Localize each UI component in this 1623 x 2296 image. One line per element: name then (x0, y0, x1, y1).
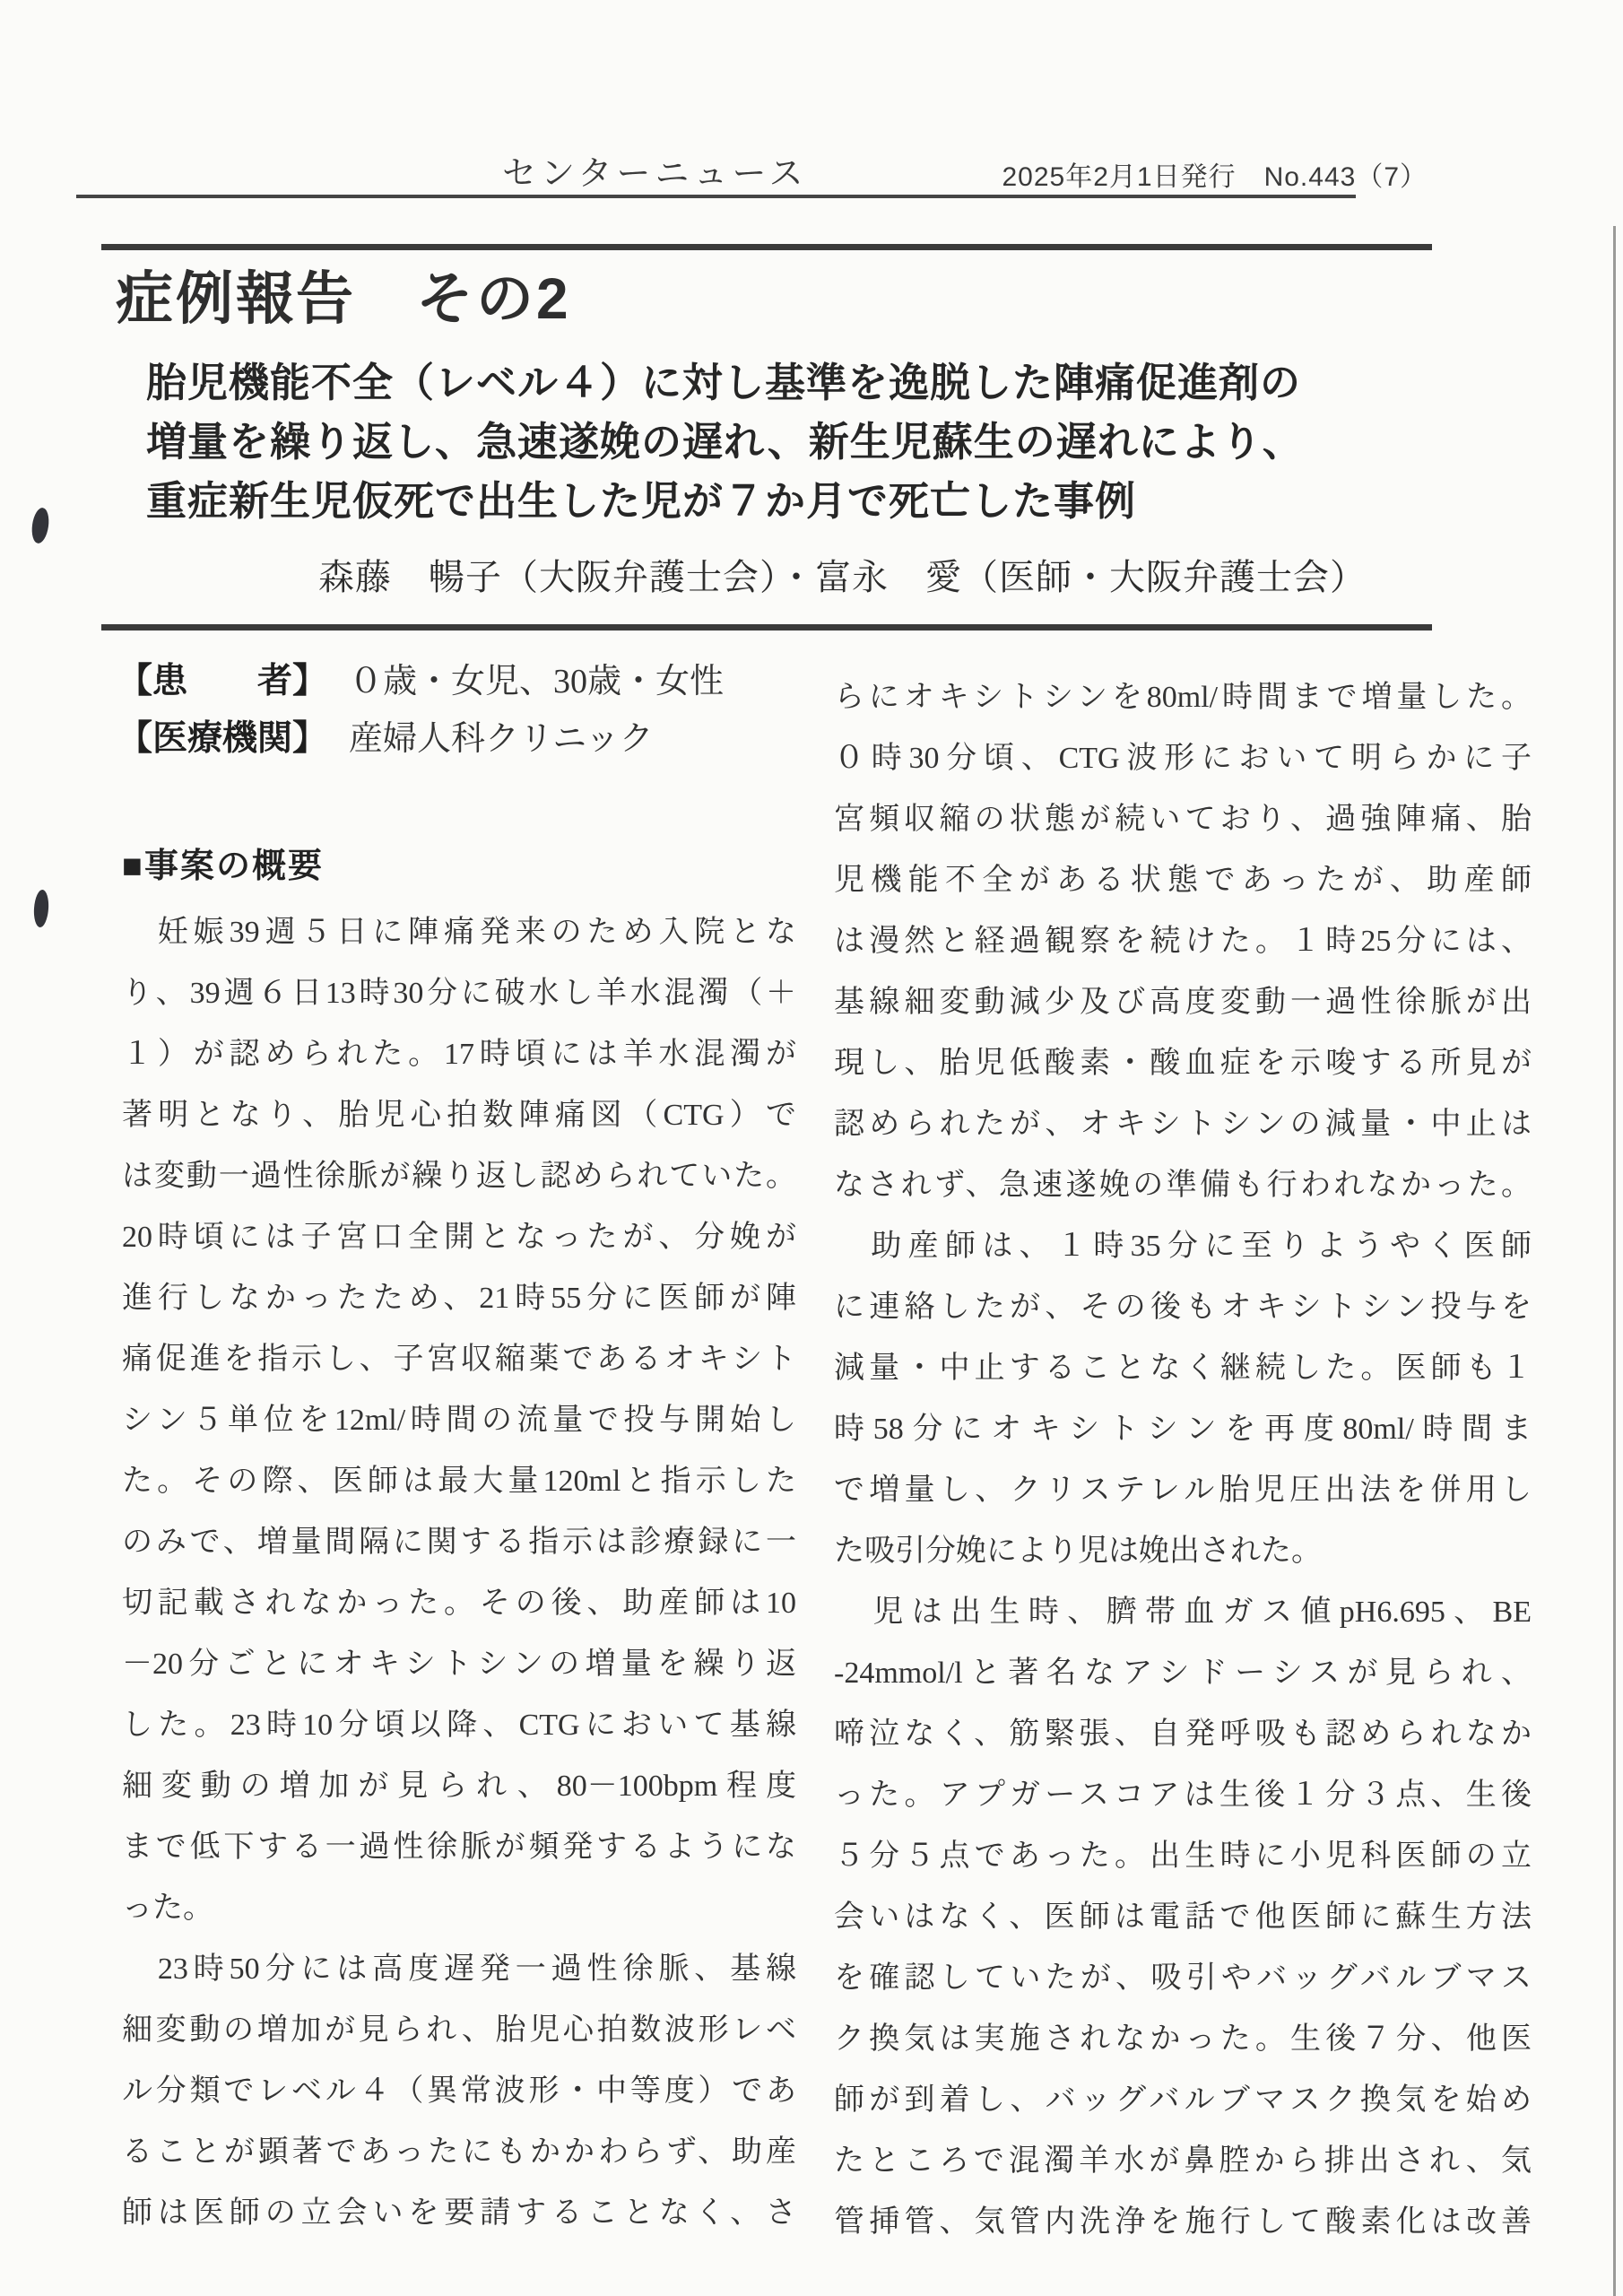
text-line: た。その際、医師は最大量120mlと指示した (122, 1465, 796, 1498)
text-line: 会いはなく、医師は電話で他医師に蘇生方法 (834, 1900, 1532, 1934)
text-line: －20分ごとにオキシトシンの増量を繰り返 (122, 1648, 796, 1681)
text-line: 妊娠39週５日に陣痛発来のため入院とな (122, 916, 796, 949)
text-line: まで低下する一過性徐脈が頻発するようにな (122, 1831, 796, 1864)
text-line: 現し、胎児低酸素・酸血症を示唆する所見が (834, 1047, 1532, 1080)
scan-artifact-speck (33, 889, 50, 927)
title-bottom-rule (101, 624, 1432, 631)
text-line: 23時50分には高度遅発一過性徐脈、基線 (122, 1952, 796, 1986)
scan-page-edge-line (1613, 226, 1616, 2296)
text-line: 20時頃には子宮口全開となったが、分娩が (122, 1221, 796, 1254)
body-column-left (122, 902, 796, 2244)
text-line: 啼泣なく、筋緊張、自発呼吸も認められなか (834, 1718, 1532, 1751)
text-line: なされず、急速遂娩の準備も行われなかった。 (834, 1169, 1532, 1202)
patient-label: 【患 者】 (117, 662, 328, 700)
case-info-row-patient (117, 653, 724, 710)
text-line: 進行しなかったため、21時55分に医師が陣 (122, 1282, 796, 1315)
text-line: 重症新生児仮死で出生した児が７か月で死亡した事例 (146, 479, 1137, 524)
text-line: 時58分にオキシトシンを再度80ml/時間ま (834, 1413, 1532, 1446)
institution-value: 産婦人科クリニック (349, 720, 654, 758)
text-line: 管挿管、気管内洗浄を施行して酸素化は改善 (834, 2205, 1532, 2239)
text-line: 師は医師の立会いを要請することなく、さ (122, 2196, 796, 2230)
text-line: り、39週６日13時30分に破水し羊水混濁（＋ (122, 977, 796, 1010)
text-line: 児機能不全がある状態であったが、助産師 (834, 864, 1532, 897)
text-line: 認められたが、オキシトシンの減量・中止は (834, 1108, 1532, 1141)
text-line: に連絡したが、その後もオキシトシン投与を (834, 1291, 1532, 1324)
text-line: ０時30分頃、CTG波形において明らかに子 (834, 742, 1532, 775)
institution-label: 【医療機関】 (117, 719, 328, 758)
case-info-row-institution (117, 710, 724, 768)
text-line: 基線細変動減少及び高度変動一過性徐脈が出 (834, 986, 1532, 1019)
text-line: 宮頻収縮の状態が続いており、過強陣痛、胎 (834, 803, 1532, 836)
text-line: った。 (122, 1892, 213, 1925)
text-line: は漫然と経過観察を続けた。１時25分には、 (834, 925, 1532, 958)
text-line: は変動一過性徐脈が繰り返し認められていた。 (122, 1160, 796, 1193)
text-line: 助産師は、１時35分に至りようやく医師 (834, 1230, 1532, 1263)
body-column-right (834, 667, 1532, 2253)
text-line: たところで混濁羊水が鼻腔から排出され、気 (834, 2144, 1532, 2178)
text-line: 増量を繰り返し、急速遂娩の遅れ、新生児蘇生の遅れにより、 (146, 420, 1304, 465)
text-line: 児は出生時、臍帯血ガス値pH6.695、BE (834, 1596, 1532, 1629)
text-line: 師が到着し、バッグバルブマスク換気を始め (834, 2083, 1532, 2117)
text-line: で増量し、クリステレル胎児圧出法を併用し (834, 1474, 1532, 1507)
article-authors: 森藤 暢子（大阪弁護士会）・富永 愛（医師・大阪弁護士会） (318, 557, 1367, 597)
text-line: した。23時10分頃以降、CTGにおいて基線 (122, 1709, 796, 1742)
text-line: を確認していたが、吸引やバッグバルブマス (834, 1961, 1532, 1995)
text-line: のみで、増量間隔に関する指示は診療録に一 (122, 1526, 796, 1559)
article-headline (146, 353, 1437, 531)
text-line: 細変動の増加が見られ、胎児心拍数波形レベ (122, 2013, 796, 2047)
text-line: ５分５点であった。出生時に小児科医師の立 (834, 1839, 1532, 1873)
header-rule (76, 195, 1356, 198)
text-line: 胎児機能不全（レベル４）に対し基準を逸脱した陣痛促進剤の (146, 361, 1302, 405)
text-line: ることが顕著であったにもかかわらず、助産 (122, 2135, 796, 2169)
text-line: ク換気は実施されなかった。生後７分、他医 (834, 2022, 1532, 2056)
title-top-rule (101, 244, 1432, 250)
text-line: 細変動の増加が見られ、80－100bpm程度 (122, 1770, 796, 1803)
patient-value: ０歳・女児、30歳・女性 (349, 663, 725, 700)
text-line: シン５単位を12ml/時間の流量で投与開始し (122, 1404, 796, 1437)
text-line: 減量・中止することなく継続した。医師も１ (834, 1352, 1532, 1385)
issue-date-number: 2025年2月1日発行 No.443（7） (1002, 162, 1428, 192)
overview-section-heading: ■事案の概要 (122, 848, 324, 885)
case-info (117, 653, 724, 768)
scan-artifact-speck (30, 507, 50, 544)
text-line: 痛促進を指示し、子宮収縮薬であるオキシト (122, 1343, 796, 1376)
text-line: った。アプガースコアは生後１分３点、生後 (834, 1779, 1532, 1812)
text-line: た吸引分娩により児は娩出された。 (834, 1535, 1322, 1568)
article-section-title: 症例報告 その2 (116, 266, 571, 331)
newsletter-title: センターニュース (502, 155, 808, 193)
text-line: ル分類でレベル４（異常波形・中等度）であ (122, 2074, 796, 2108)
text-line: 切記載されなかった。その後、助産師は10 (122, 1587, 796, 1620)
text-line: 著明となり、胎児心拍数陣痛図（CTG）で (122, 1099, 796, 1132)
text-line: １）が認められた。17時頃には羊水混濁が (122, 1038, 796, 1071)
text-line: らにオキシトシンを80ml/時間まで増量した。 (834, 681, 1532, 714)
text-line: -24mmol/lと著名なアシドーシスが見られ、 (834, 1657, 1532, 1690)
